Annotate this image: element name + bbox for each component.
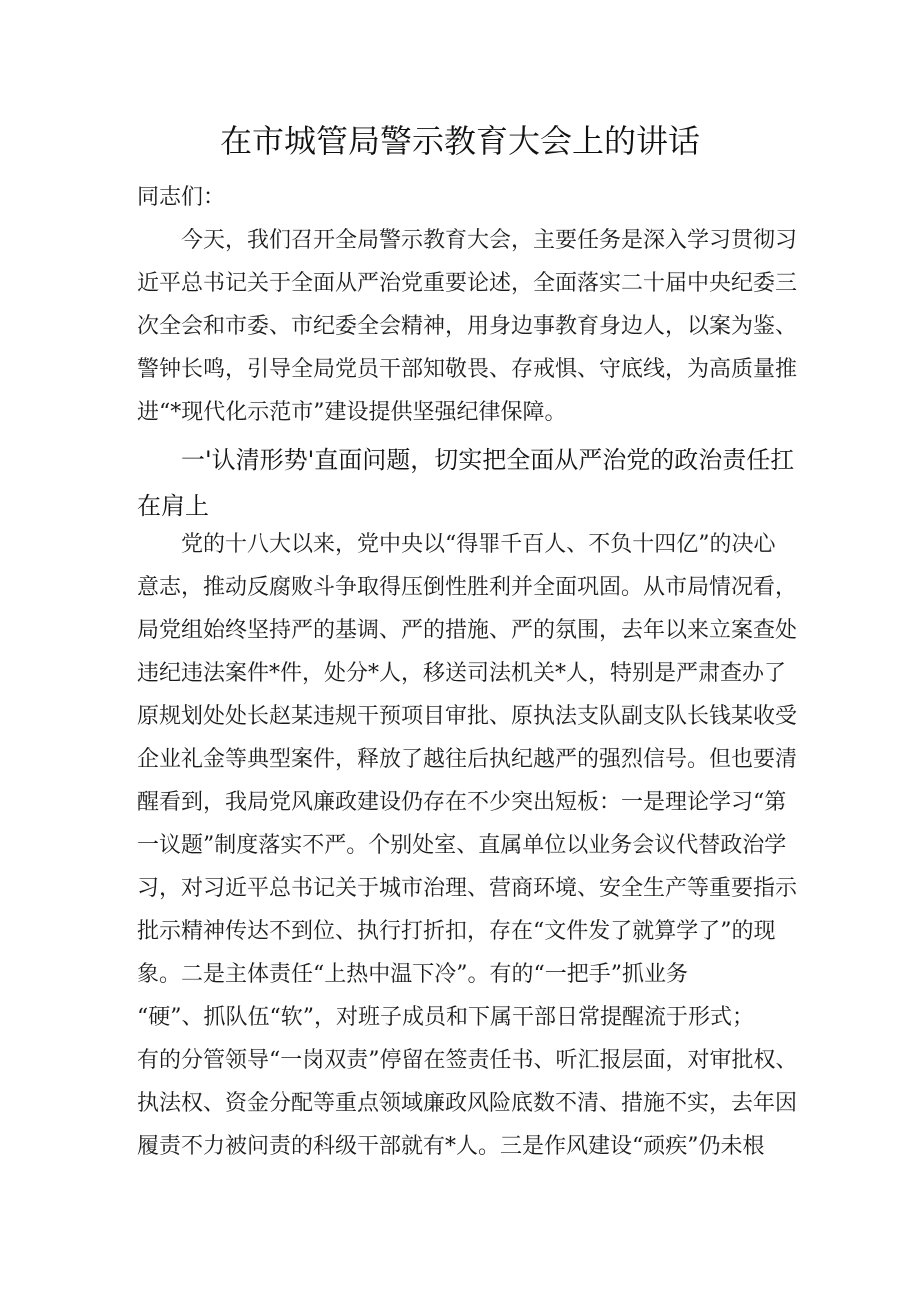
paragraph-intro [137,219,798,434]
paragraph-line: 近平总书记关于全面从严治党重要论述，全面落实二十届中央纪委三 [137,271,798,296]
paragraph-line: 局党组始终坚持严的基调、严的措施、严的氛围，去年以来立案查处 [137,618,798,643]
paragraph-line: 象。二是主体责任“上热中温下冷”。有的“一把手”抓业务 [137,962,688,987]
paragraph-line: 原规划处处长赵某违规干预项目审批、原执法支队副支队长钱某收受 [137,704,798,729]
paragraph-line: 习，对习近平总书记关于城市治理、营商环境、安全生产等重要指示 [137,876,798,901]
paragraph-line: 违纪违法案件*件，处分*人，移送司法机关*人，特别是严肃查办了 [137,661,787,686]
paragraph-line: 今天，我们召开全局警示教育大会，主要任务是深入学习贯彻习 [181,228,798,253]
paragraph-line: 有的分管领导“一岗双责”停留在签责任书、听汇报层面，对审批权、 [137,1048,798,1073]
document-title: 在市城管局警示教育大会上的讲话 [219,122,700,160]
heading-line: 在肩上 [137,492,209,520]
paragraph-line: 意志，推动反腐败斗争取得压倒性胜利并全面巩固。从市局情况看， [137,575,798,600]
salutation: 同志们： [137,185,226,210]
paragraph-line: 一议题”制度落实不严。个别处室、直属单位以业务会议代替政治学 [137,833,787,858]
paragraph-line: 醒看到，我局党风廉政建设仍存在不少突出短板：一是理论学习“第 [137,790,787,815]
paragraph-line: 党的十八大以来，党中央以“得罪千百人、不负十四亿”的决心 [181,532,776,557]
paragraph-section-1 [137,523,798,1168]
paragraph-line: 执法权、资金分配等重点领域廉政风险底数不清、措施不实，去年因 [137,1091,798,1116]
paragraph-line: 批示精神传达不到位、执行打折扣，存在“文件发了就算学了”的现 [137,919,776,944]
paragraph-line: 进“*现代化示范市”建设提供坚强纪律保障。 [137,400,567,425]
paragraph-line: 履责不力被问责的科级干部就有*人。三是作风建设“顽疾”仍未根 [137,1134,765,1159]
paragraph-line: “硬”、抓队伍“软”，对班子成员和下属干部日常提醒流于形式； [137,1005,754,1030]
section-heading-1 [137,437,795,529]
paragraph-line: 次全会和市委、市纪委全会精神，用身边事教育身边人，以案为鉴、 [137,314,798,339]
paragraph-line: 企业礼金等典型案件，释放了越往后执纪越严的强烈信号。但也要清 [137,747,798,772]
paragraph-line: 警钟长鸣，引导全局党员干部知敬畏、存戒惧、守底线，为高质量推 [137,357,798,382]
heading-line: 一'认清形势'直面问题，切实把全面从严治党的政治责任扛 [181,446,795,474]
